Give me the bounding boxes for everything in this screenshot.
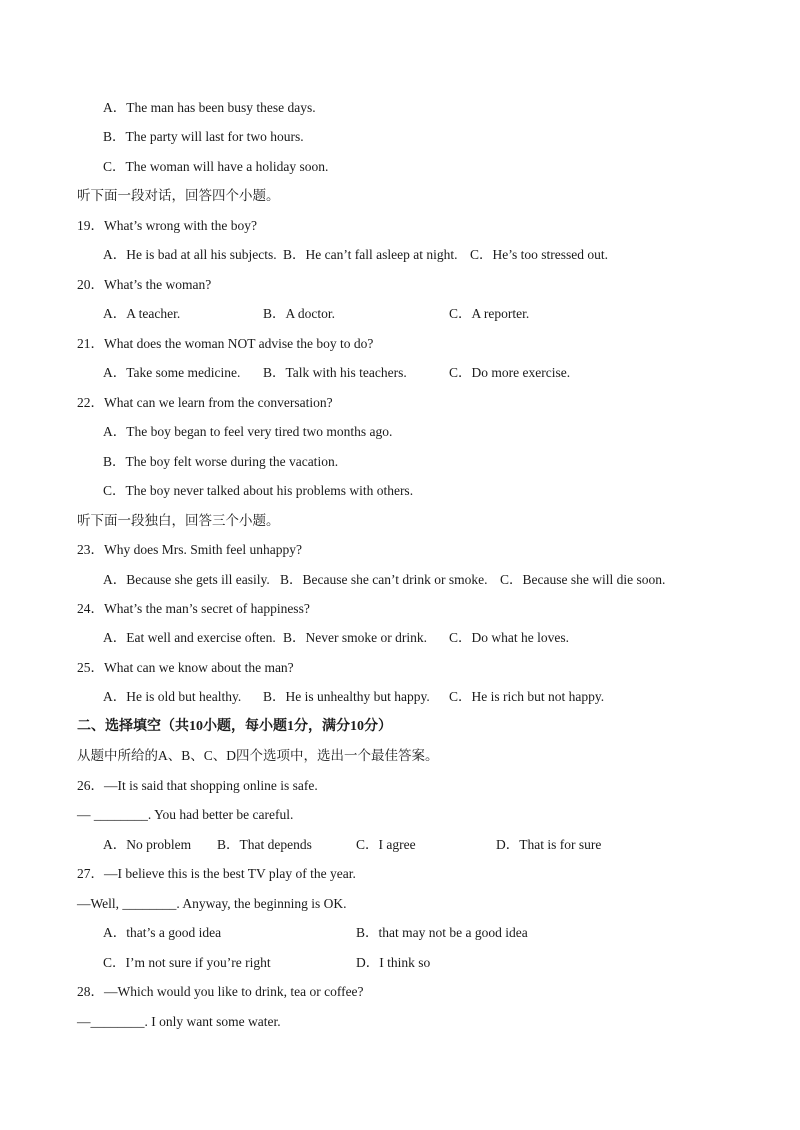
q23-option-a: A．Because she gets ill easily. bbox=[103, 572, 270, 587]
q22-option-b: B．The boy felt worse during the vacation. bbox=[103, 454, 339, 469]
q27-option-d: D．I think so bbox=[356, 955, 431, 970]
q21-stem: 21．What does the woman NOT advise the boy to do? bbox=[77, 336, 374, 351]
q27-option-c: C．I’m not sure if you’re right bbox=[103, 955, 271, 970]
section-heading: 二、选择填空（共10小题，每小题1分，满分10分） bbox=[77, 719, 392, 734]
q24-option-a: A．Eat well and exercise often. bbox=[103, 630, 276, 645]
q20-option-a: A．A teacher. bbox=[103, 306, 181, 321]
q27-line1: 27．—I believe this is the best TV play of the year. bbox=[77, 866, 356, 881]
q19-stem: 19．What’s wrong with the boy? bbox=[77, 218, 257, 233]
q21-option-a: A．Take some medicine. bbox=[103, 365, 241, 380]
q27-option-a: A．that’s a good idea bbox=[103, 925, 222, 940]
q19-option-b: B．He can’t fall asleep at night. bbox=[283, 247, 458, 262]
q26-option-b: B．That depends bbox=[217, 837, 312, 852]
conversation-intro: 听下面一段对话，回答四个小题。 bbox=[77, 188, 280, 203]
q20-stem: 20．What’s the woman? bbox=[77, 277, 212, 292]
q27-line2: —Well, ________. Anyway, the beginning is OK. bbox=[77, 896, 347, 911]
q24-stem: 24．What’s the man’s secret of happiness? bbox=[77, 601, 310, 616]
q26-line1: 26．—It is said that shopping online is safe. bbox=[77, 778, 318, 793]
q26-option-d: D．That is for sure bbox=[496, 837, 602, 852]
q25-option-b: B．He is unhealthy but happy. bbox=[263, 689, 430, 704]
q18-option-b: B．The party will last for two hours. bbox=[103, 129, 304, 144]
q25-stem: 25．What can we know about the man? bbox=[77, 660, 294, 675]
q18-option-a: A．The man has been busy these days. bbox=[103, 100, 316, 115]
q22-stem: 22．What can we learn from the conversation? bbox=[77, 395, 333, 410]
q28-line1: 28．—Which would you like to drink, tea or coffee? bbox=[77, 984, 364, 999]
q18-option-c: C．The woman will have a holiday soon. bbox=[103, 159, 329, 174]
q22-option-c: C．The boy never talked about his problems with others. bbox=[103, 483, 414, 498]
q19-option-c: C．He’s too stressed out. bbox=[470, 247, 608, 262]
q23-option-c: C．Because she will die soon. bbox=[500, 572, 666, 587]
q25-option-a: A．He is old but healthy. bbox=[103, 689, 242, 704]
q25-option-c: C．He is rich but not happy. bbox=[449, 689, 605, 704]
q20-option-b: B．A doctor. bbox=[263, 306, 336, 321]
q23-option-b: B．Because she can’t drink or smoke. bbox=[280, 572, 488, 587]
q20-option-c: C．A reporter. bbox=[449, 306, 530, 321]
section-instruction: 从题中所给的A、B、C、D四个选项中，选出一个最佳答案。 bbox=[77, 748, 439, 763]
q24-option-c: C．Do what he loves. bbox=[449, 630, 569, 645]
q28-line2: —________. I only want some water. bbox=[77, 1014, 281, 1029]
q19-option-a: A．He is bad at all his subjects. bbox=[103, 247, 277, 262]
monologue-intro: 听下面一段独白，回答三个小题。 bbox=[77, 513, 280, 528]
q26-option-a: A．No problem bbox=[103, 837, 192, 852]
q27-option-b: B．that may not be a good idea bbox=[356, 925, 528, 940]
q26-line2: — ________. You had better be careful. bbox=[77, 807, 294, 822]
q26-option-c: C．I agree bbox=[356, 837, 416, 852]
q21-option-c: C．Do more exercise. bbox=[449, 365, 571, 380]
q22-option-a: A．The boy began to feel very tired two months ago. bbox=[103, 424, 393, 439]
q21-option-b: B．Talk with his teachers. bbox=[263, 365, 407, 380]
q24-option-b: B．Never smoke or drink. bbox=[283, 630, 427, 645]
q23-stem: 23．Why does Mrs. Smith feel unhappy? bbox=[77, 542, 302, 557]
